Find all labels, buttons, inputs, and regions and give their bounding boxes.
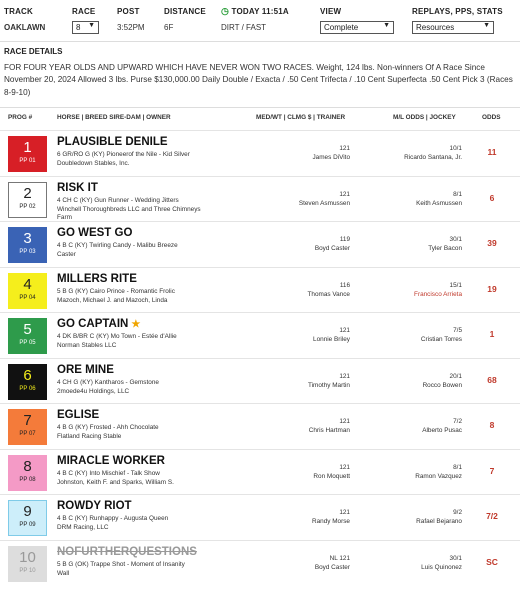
trainer: James DiVito	[312, 154, 350, 161]
horse-name[interactable]	[57, 227, 132, 239]
star-icon: ★	[131, 319, 141, 330]
jockey: Francisco Arrieta	[414, 290, 462, 298]
col-odds: ODDS	[482, 114, 501, 121]
trainer: Boyd Caster	[314, 245, 350, 252]
program-number-badge	[8, 182, 47, 218]
post-position: PP 01	[19, 158, 36, 164]
view-select[interactable]	[320, 21, 394, 34]
program-number-badge	[8, 546, 47, 582]
program-number: 6	[23, 366, 32, 384]
horse-name-text: GO CAPTAIN	[57, 318, 129, 330]
live-odds: 1	[489, 329, 495, 339]
horse-name-text: GO WEST GO	[57, 227, 133, 239]
morning-line: 30/1	[449, 554, 462, 562]
weight: 121	[339, 145, 350, 152]
morning-line: 30/1	[449, 236, 462, 243]
jockey: Rocco Bowen	[422, 381, 462, 389]
post-position: PP 06	[19, 385, 36, 392]
breeding: 4 DK B/BR C (KY) Mo Town - Estée d'Allie	[57, 333, 177, 340]
today-time	[221, 6, 289, 17]
col-prog: PROG #	[8, 114, 33, 121]
live-odds: 6	[489, 192, 495, 203]
horse-name-text: MIRACLE WORKER	[57, 454, 165, 467]
program-number: 10	[19, 548, 36, 566]
breeding: 6 GR/RO G (KY) Pioneerof the Nile - Kid Silver	[57, 151, 190, 158]
table-row[interactable]	[0, 312, 520, 357]
view-label: VIEW	[320, 7, 342, 16]
horse-name-text: PLAUSIBLE DENILE	[57, 136, 168, 148]
live-odds: SC	[486, 556, 498, 567]
morning-line: 7/2	[453, 418, 462, 425]
distance-label: DISTANCE	[164, 7, 206, 16]
program-number-badge	[8, 500, 47, 536]
weight: 121	[339, 509, 350, 516]
table-row[interactable]	[0, 358, 520, 403]
owner: Wall	[57, 569, 70, 577]
morning-line: 10/1	[449, 145, 462, 152]
horse-name-text: EGLISE	[57, 409, 100, 421]
program-number: 8	[23, 457, 32, 475]
program-number: 2	[23, 184, 32, 202]
breeding: 4 CH G (KY) Kantharos - Gemstone	[57, 378, 159, 386]
race-select-value: 8	[76, 23, 81, 32]
live-odds: 7/2	[486, 511, 498, 521]
program-number: 1	[23, 139, 32, 156]
breeding: 4 B C (KY) Twirling Candy - Malibu Breeze	[57, 242, 178, 249]
live-odds: 11	[487, 147, 497, 157]
trainer: Lonnie Briley	[313, 336, 350, 343]
trainer: Chris Hartman	[308, 427, 350, 434]
post-value: 3:52PM	[117, 23, 145, 32]
horse-name-text: ORE MINE	[57, 363, 114, 376]
horse-name[interactable]	[57, 318, 140, 330]
horse-name[interactable]	[57, 364, 114, 376]
horse-name[interactable]	[57, 273, 137, 285]
morning-line: 8/1	[453, 463, 462, 471]
col-med: MED/WT | CLMG $ | TRAINER	[256, 114, 346, 121]
resources-select[interactable]	[412, 21, 494, 34]
horse-name-text: MILLERS RITE	[57, 272, 137, 285]
resources-select-value: Resources	[416, 23, 455, 32]
program-number: 4	[23, 275, 32, 293]
jockey: Luis Quinonez	[421, 563, 462, 571]
weight: 121	[339, 190, 350, 198]
program-number: 7	[23, 412, 32, 429]
weight: 121	[339, 327, 350, 334]
horse-name[interactable]	[57, 546, 197, 558]
program-number-badge	[8, 227, 47, 263]
morning-line: 15/1	[449, 281, 462, 289]
surface-value: DIRT / FAST	[221, 23, 267, 32]
live-odds: 8	[489, 420, 495, 430]
jockey: Rafael Bejarano	[416, 518, 462, 525]
weight: NL 121	[329, 554, 350, 562]
weight: 121	[339, 372, 350, 380]
breeding: 5 B G (OK) Trappe Shot - Moment of Insanity	[57, 560, 185, 568]
post-label: POST	[117, 7, 140, 16]
post-position: PP 04	[19, 294, 36, 301]
distance-value: 6F	[164, 23, 174, 32]
weight: 121	[339, 418, 350, 425]
col-horse: HORSE | BREED SIRE-DAM | OWNER	[57, 114, 171, 121]
morning-line: 8/1	[453, 190, 462, 198]
weight: 121	[339, 463, 350, 471]
horse-name[interactable]	[57, 182, 98, 194]
post-position: PP 09	[19, 522, 36, 528]
race-header	[4, 4, 516, 38]
horse-name-text: NOFURTHERQUESTIONS	[57, 545, 197, 558]
program-number-badge	[8, 364, 47, 400]
breeding: 5 B G (KY) Cairo Prince - Romantic Frolic	[57, 287, 175, 295]
live-odds: 68	[487, 374, 497, 385]
table-row[interactable]	[0, 267, 520, 312]
jockey: Cristian Torres	[420, 336, 462, 343]
table-row[interactable]	[0, 176, 520, 221]
owner: Johnston, Keith F. and Sparks, William S.	[57, 478, 174, 486]
col-ml: M/L ODDS | JOCKEY	[393, 114, 456, 121]
trainer: Ron Moquett	[313, 472, 350, 480]
track-label: TRACK	[4, 7, 33, 16]
program-number-badge	[8, 409, 47, 445]
program-number-badge	[8, 318, 47, 354]
breeding: 4 B C (KY) Into Mischief - Talk Show	[57, 469, 160, 477]
owner: Norman Stables LLC	[57, 342, 117, 349]
today-label: TODAY 11:51A	[231, 7, 289, 16]
trainer: Thomas Vance	[307, 290, 350, 298]
trainer: Timothy Martin	[307, 381, 350, 389]
owner: Winchell Thoroughbreds LLC and Three Chimneys	[57, 205, 201, 213]
jockey: Ricardo Santana, Jr.	[404, 154, 462, 161]
table-row[interactable]	[0, 494, 520, 539]
owner: Doubledown Stables, Inc.	[57, 160, 130, 167]
jockey: Alberto Pusac	[422, 427, 462, 434]
replays-label: REPLAYS, PPS, STATS	[412, 7, 503, 16]
program-number-badge	[8, 136, 47, 172]
breeding: 4 CH C (KY) Gun Runner - Wedding Jitters	[57, 196, 179, 204]
race-select[interactable]	[72, 21, 99, 34]
owner: Flatland Racing Stable	[57, 433, 122, 440]
horse-name[interactable]	[57, 409, 99, 421]
live-odds: 39	[487, 238, 497, 248]
owner-cont: Farm	[57, 213, 72, 221]
horse-name[interactable]	[57, 455, 165, 467]
post-position: PP 05	[19, 340, 36, 346]
program-number: 9	[23, 503, 32, 520]
morning-line: 20/1	[449, 372, 462, 380]
trainer: Steven Asmussen	[298, 199, 350, 207]
trainer: Boyd Caster	[314, 563, 350, 571]
program-number: 5	[23, 321, 32, 338]
jockey: Ramon Vazquez	[415, 472, 462, 480]
table-row[interactable]	[0, 221, 520, 266]
owner: Mazoch, Michael J. and Mazoch, Linda	[57, 296, 168, 304]
program-number-badge	[8, 455, 47, 491]
post-position: PP 07	[19, 431, 36, 437]
jockey: Keith Asmussen	[416, 199, 462, 207]
post-position: PP 03	[19, 249, 36, 255]
post-position: PP 10	[19, 567, 36, 574]
morning-line: 7/5	[453, 327, 462, 334]
table-row[interactable]	[0, 449, 520, 494]
horse-name[interactable]	[57, 136, 168, 148]
track-value: OAKLAWN	[4, 23, 46, 32]
horse-name-text: ROWDY RIOT	[57, 500, 132, 512]
table-row[interactable]	[0, 403, 520, 448]
divider	[0, 107, 520, 108]
breeding: 4 B G (KY) Frosted - Ahh Chocolate	[57, 424, 159, 431]
table-row[interactable]	[0, 540, 520, 585]
post-position: PP 08	[19, 476, 36, 483]
program-number: 3	[23, 230, 32, 247]
clock-icon: ◷	[221, 6, 230, 16]
owner: 2moede4u Holdings, LLC	[57, 387, 130, 395]
live-odds: 7	[489, 465, 495, 476]
horse-name-text: RISK IT	[57, 181, 98, 194]
race-label: RACE	[72, 7, 96, 16]
divider	[0, 41, 520, 42]
race-details-text: FOR FOUR YEAR OLDS AND UPWARD WHICH HAVE NEVER WON TWO RACES. Weight, 124 lbs. Non-winners Of A Race Since November 20, 2024 Allowed 3 lbs. Purse $130,000.00 Daily Double / Exacta / .50 Cent Trifecta / .10 Cent Superfecta .50 Cent Pick 3 (Races 8-9-10)	[4, 63, 513, 97]
chevron-down-icon: ▼	[483, 22, 490, 29]
horse-name[interactable]	[57, 500, 132, 512]
live-odds: 19	[487, 283, 497, 294]
view-select-value: Complete	[324, 23, 359, 32]
program-number-badge	[8, 273, 47, 309]
morning-line: 9/2	[453, 509, 462, 516]
chevron-down-icon: ▼	[88, 22, 95, 29]
breeding: 4 B C (KY) Runhappy - Augusta Queen	[57, 515, 169, 522]
weight: 116	[339, 281, 350, 289]
post-position: PP 02	[19, 203, 36, 210]
weight: 119	[339, 236, 350, 243]
trainer: Randy Morse	[311, 518, 350, 525]
race-details-title: RACE DETAILS	[4, 47, 63, 56]
jockey: Tyler Bacon	[428, 245, 462, 252]
chevron-down-icon: ▼	[383, 22, 390, 29]
owner: DRM Racing, LLC	[57, 524, 109, 531]
table-row[interactable]	[0, 130, 520, 175]
owner: Caster	[57, 251, 76, 258]
